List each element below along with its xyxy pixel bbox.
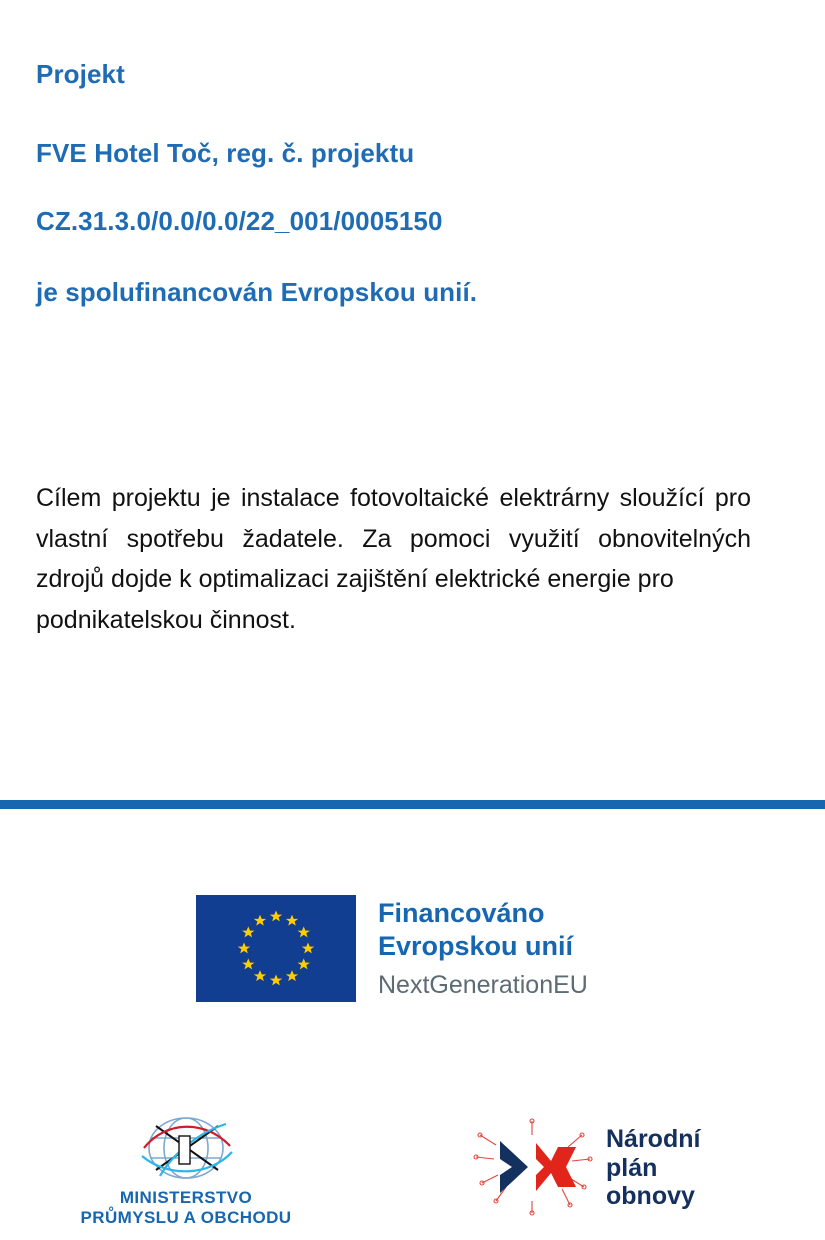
eu-funding-text [378, 895, 588, 1002]
ministry-logo-line2: PRŮMYSLU A OBCHODU [80, 1208, 292, 1227]
body-paragraph [36, 478, 751, 640]
npo-logo-line3: obnovy [606, 1182, 695, 1211]
body-paragraph-text: Cílem projektu je instalace fotovoltaické elektrárny sloužící pro vlastní spotřebu žadatele. Za pomoci využití obnovitelných zdrojů dojde k optimalizaci zajištění elektrické energie pro [36, 484, 751, 593]
heading-block [36, 58, 776, 309]
eu-funding-line2: Evropskou unií [378, 931, 574, 962]
npo-logo-line2: plán [606, 1153, 658, 1182]
eu-funding-logo [196, 895, 588, 1002]
mpo-emblem-icon [126, 1112, 246, 1186]
ministry-logo-line1: MINISTERSTVO [119, 1188, 253, 1207]
national-recovery-plan-logo [470, 1108, 770, 1228]
heading-line-project-name: FVE Hotel Toč, reg. č. projektu [36, 138, 415, 169]
npo-logo-text [606, 1125, 700, 1211]
body-paragraph-last-line: podnikatelskou činnost. [36, 605, 296, 634]
heading-line-cofinancing: je spolufinancován Evropskou unií. [36, 276, 478, 307]
eu-funding-line3: NextGenerationEU [378, 970, 588, 999]
eu-flag-icon [196, 895, 356, 1002]
blue-divider [0, 800, 825, 809]
heading-line-project: Projekt [36, 59, 125, 89]
npo-logo-line1: Národní [606, 1125, 701, 1154]
npo-arrow-icon [470, 1113, 600, 1223]
eu-funding-line1: Financováno [378, 898, 545, 928]
ministry-logo [62, 1112, 310, 1230]
heading-line-registration-number: CZ.31.3.0/0.0/0.0/22_001/0005150 [36, 205, 443, 236]
ministry-logo-text [62, 1188, 310, 1228]
